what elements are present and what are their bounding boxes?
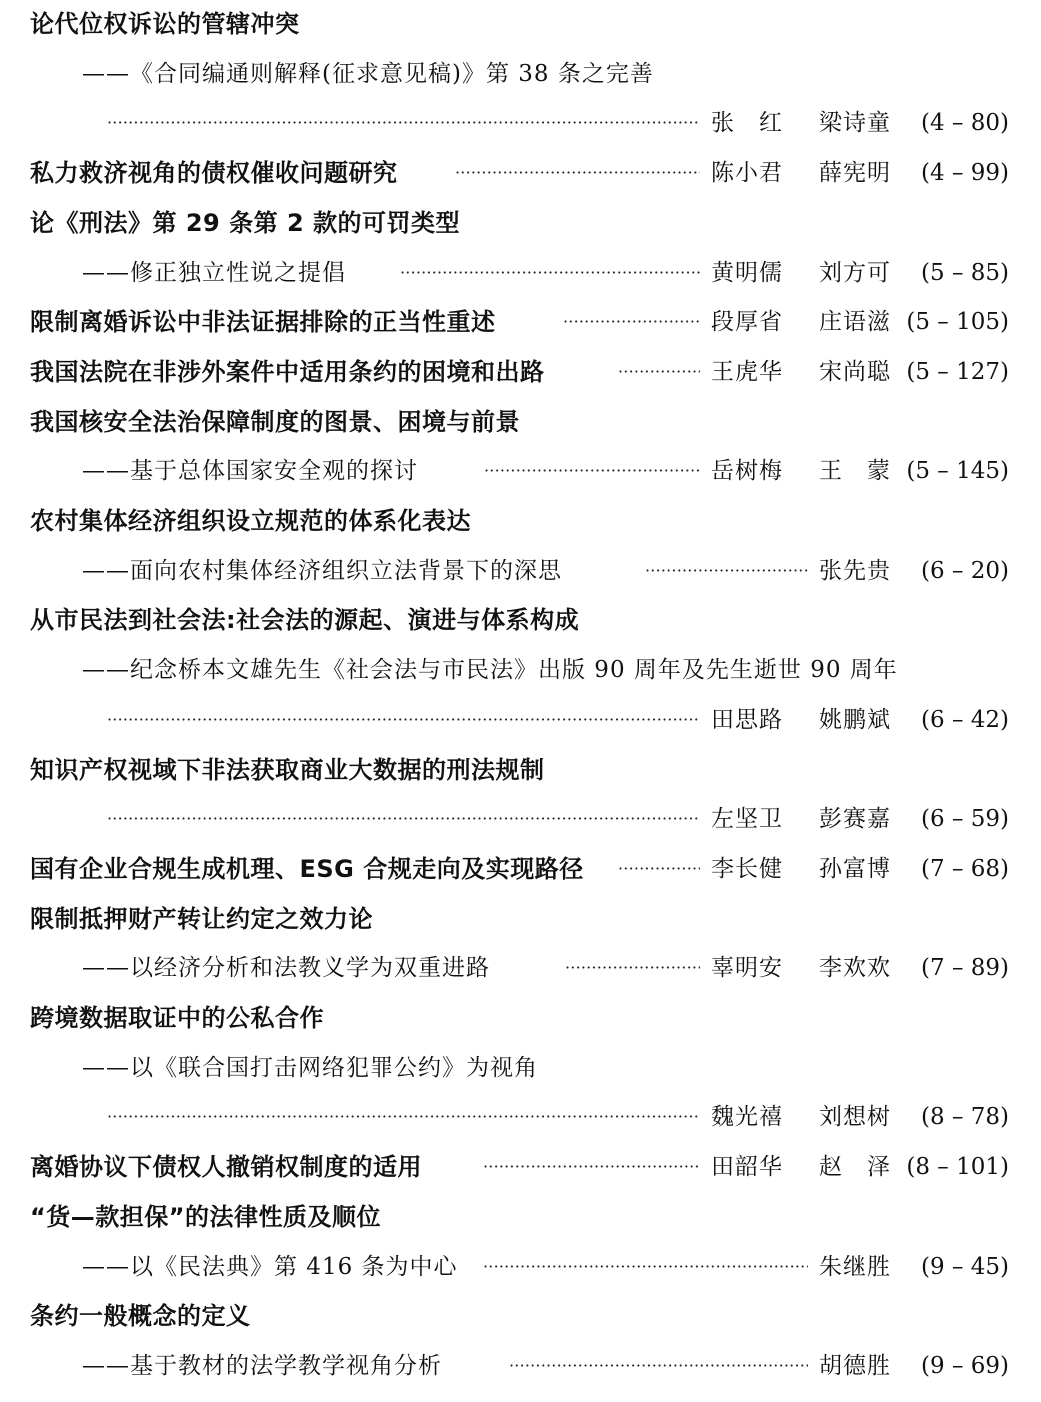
entry-title: 论代位权诉讼的管辖冲突 bbox=[30, 10, 300, 38]
entry-author: 胡德胜 bbox=[819, 1352, 891, 1379]
toc-line bbox=[0, 795, 1041, 845]
entry-author: 庄语滋 bbox=[819, 309, 891, 336]
toc-line bbox=[0, 149, 1041, 199]
dot-leader bbox=[645, 554, 808, 588]
entry-title: 私力救济视角的债权催收问题研究 bbox=[30, 159, 398, 188]
entry-subtitle: ——面向农村集体经济组织立法背景下的深思 bbox=[82, 557, 562, 584]
dot-leader bbox=[455, 156, 700, 190]
entry-subtitle: ——基于教材的法学教学视角分析 bbox=[82, 1352, 442, 1379]
toc-line bbox=[0, 447, 1041, 497]
toc-line bbox=[0, 746, 1041, 796]
entry-title: 跨境数据取证中的公私合作 bbox=[30, 1004, 324, 1032]
entry-subtitle: ——基于总体国家安全观的探讨 bbox=[82, 458, 418, 485]
entry-author: 张 红 bbox=[711, 110, 783, 137]
entry-author: 姚鹏斌 bbox=[819, 706, 891, 733]
entry-page: (5 – 105) bbox=[906, 309, 1009, 336]
toc-line bbox=[0, 1292, 1041, 1342]
entry-author: 张先贵 bbox=[819, 557, 891, 584]
entry-page: (7 – 89) bbox=[921, 955, 1009, 982]
toc-line bbox=[0, 1243, 1041, 1293]
toc-line bbox=[0, 0, 1041, 50]
dot-leader bbox=[484, 454, 700, 488]
entry-author: 辜明安 bbox=[711, 955, 783, 982]
toc-line bbox=[0, 696, 1041, 746]
dot-leader bbox=[509, 1349, 808, 1383]
entry-author: 彭赛嘉 bbox=[819, 806, 891, 833]
toc-line bbox=[0, 1044, 1041, 1094]
dot-leader bbox=[563, 305, 700, 339]
toc-line bbox=[0, 199, 1041, 249]
toc-line bbox=[0, 348, 1041, 398]
entry-title: 条约一般概念的定义 bbox=[30, 1302, 251, 1331]
toc-line bbox=[0, 99, 1041, 149]
toc-line bbox=[0, 50, 1041, 100]
entry-page: (5 – 85) bbox=[921, 259, 1009, 286]
toc-line bbox=[0, 398, 1041, 448]
entry-author: 黄明儒 bbox=[711, 259, 783, 286]
entry-author: 赵 泽 bbox=[819, 1154, 891, 1181]
toc-line bbox=[0, 596, 1041, 646]
toc-line bbox=[0, 845, 1041, 895]
entry-author: 李长健 bbox=[711, 855, 783, 882]
entry-author: 李欢欢 bbox=[819, 955, 891, 982]
entry-author: 刘方可 bbox=[819, 259, 891, 286]
dot-leader bbox=[107, 703, 700, 737]
entry-author: 王 蒙 bbox=[819, 458, 891, 485]
entry-title: 限制抵押财产转让约定之效力论 bbox=[30, 904, 373, 933]
entry-author: 田韶华 bbox=[711, 1154, 783, 1181]
entry-page: (4 – 99) bbox=[921, 160, 1009, 187]
toc-line bbox=[0, 497, 1041, 547]
dot-leader bbox=[618, 355, 700, 389]
entry-author: 段厚省 bbox=[711, 309, 783, 336]
entry-page: (8 – 101) bbox=[906, 1154, 1009, 1181]
toc-line bbox=[0, 298, 1041, 348]
entry-author: 左坚卫 bbox=[711, 806, 783, 833]
entry-page: (4 – 80) bbox=[921, 110, 1009, 137]
toc-line bbox=[0, 646, 1041, 696]
dot-leader bbox=[107, 106, 700, 140]
entry-subtitle: ——纪念桥本文雄先生《社会法与市民法》出版 90 周年及先生逝世 90 周年 bbox=[82, 657, 898, 684]
dot-leader bbox=[107, 1100, 700, 1134]
entry-title: 国有企业合规生成机理、ESG 合规走向及实现路径 bbox=[30, 854, 584, 883]
toc-line bbox=[0, 895, 1041, 945]
entry-subtitle: ——以经济分析和法教义学为双重进路 bbox=[82, 955, 490, 982]
toc-line bbox=[0, 994, 1041, 1044]
entry-title: “货—款担保”的法律性质及顺位 bbox=[30, 1202, 382, 1231]
toc-line bbox=[0, 547, 1041, 597]
entry-title: 从市民法到社会法:社会法的源起、演进与体系构成 bbox=[30, 606, 580, 635]
dot-leader bbox=[483, 1150, 700, 1184]
entry-page: (5 – 127) bbox=[906, 358, 1009, 385]
entry-page: (5 – 145) bbox=[906, 458, 1009, 485]
entry-page: (9 – 45) bbox=[921, 1253, 1009, 1280]
toc-line bbox=[0, 1143, 1041, 1193]
entry-author: 梁诗童 bbox=[819, 110, 891, 137]
toc-line bbox=[0, 944, 1041, 994]
dot-leader bbox=[618, 852, 700, 886]
dot-leader bbox=[483, 1250, 808, 1284]
entry-title: 限制离婚诉讼中非法证据排除的正当性重述 bbox=[30, 308, 496, 337]
entry-title: 离婚协议下债权人撤销权制度的适用 bbox=[30, 1153, 422, 1182]
entry-author: 王虎华 bbox=[711, 358, 783, 385]
entry-subtitle: ——以《民法典》第 416 条为中心 bbox=[82, 1253, 458, 1280]
entry-author: 朱继胜 bbox=[819, 1253, 891, 1280]
entry-subtitle: ——《合同编通则解释(征求意见稿)》第 38 条之完善 bbox=[82, 60, 654, 87]
entry-author: 孙富博 bbox=[819, 855, 891, 882]
entry-author: 魏光禧 bbox=[711, 1104, 783, 1131]
entry-page: (9 – 69) bbox=[921, 1352, 1009, 1379]
entry-author: 陈小君 bbox=[711, 160, 783, 187]
entry-author: 宋尚聪 bbox=[819, 358, 891, 385]
toc-line bbox=[0, 1093, 1041, 1143]
entry-title: 农村集体经济组织设立规范的体系化表达 bbox=[30, 507, 471, 535]
entry-author: 岳树梅 bbox=[711, 458, 783, 485]
toc-line bbox=[0, 249, 1041, 299]
toc-line bbox=[0, 1342, 1041, 1392]
entry-subtitle: ——以《联合国打击网络犯罪公约》为视角 bbox=[82, 1054, 538, 1081]
entry-page: (6 – 20) bbox=[921, 557, 1009, 584]
entry-page: (8 – 78) bbox=[921, 1104, 1009, 1131]
entry-author: 田思路 bbox=[711, 706, 783, 733]
entry-author: 薛宪明 bbox=[819, 160, 891, 187]
dot-leader bbox=[107, 802, 700, 836]
entry-page: (7 – 68) bbox=[921, 855, 1009, 882]
entry-page: (6 – 42) bbox=[921, 706, 1009, 733]
entry-title: 我国核安全法治保障制度的图景、困境与前景 bbox=[30, 407, 520, 436]
dot-leader bbox=[565, 951, 700, 985]
toc-line bbox=[0, 1193, 1041, 1243]
entry-page: (6 – 59) bbox=[921, 806, 1009, 833]
entry-title: 论《刑法》第 29 条第 2 款的可罚类型 bbox=[30, 208, 461, 237]
entry-author: 刘想树 bbox=[819, 1104, 891, 1131]
entry-title: 知识产权视域下非法获取商业大数据的刑法规制 bbox=[30, 755, 545, 784]
entry-title: 我国法院在非涉外案件中适用条约的困境和出路 bbox=[30, 357, 545, 386]
entry-subtitle: ——修正独立性说之提倡 bbox=[82, 259, 346, 286]
dot-leader bbox=[400, 256, 700, 290]
